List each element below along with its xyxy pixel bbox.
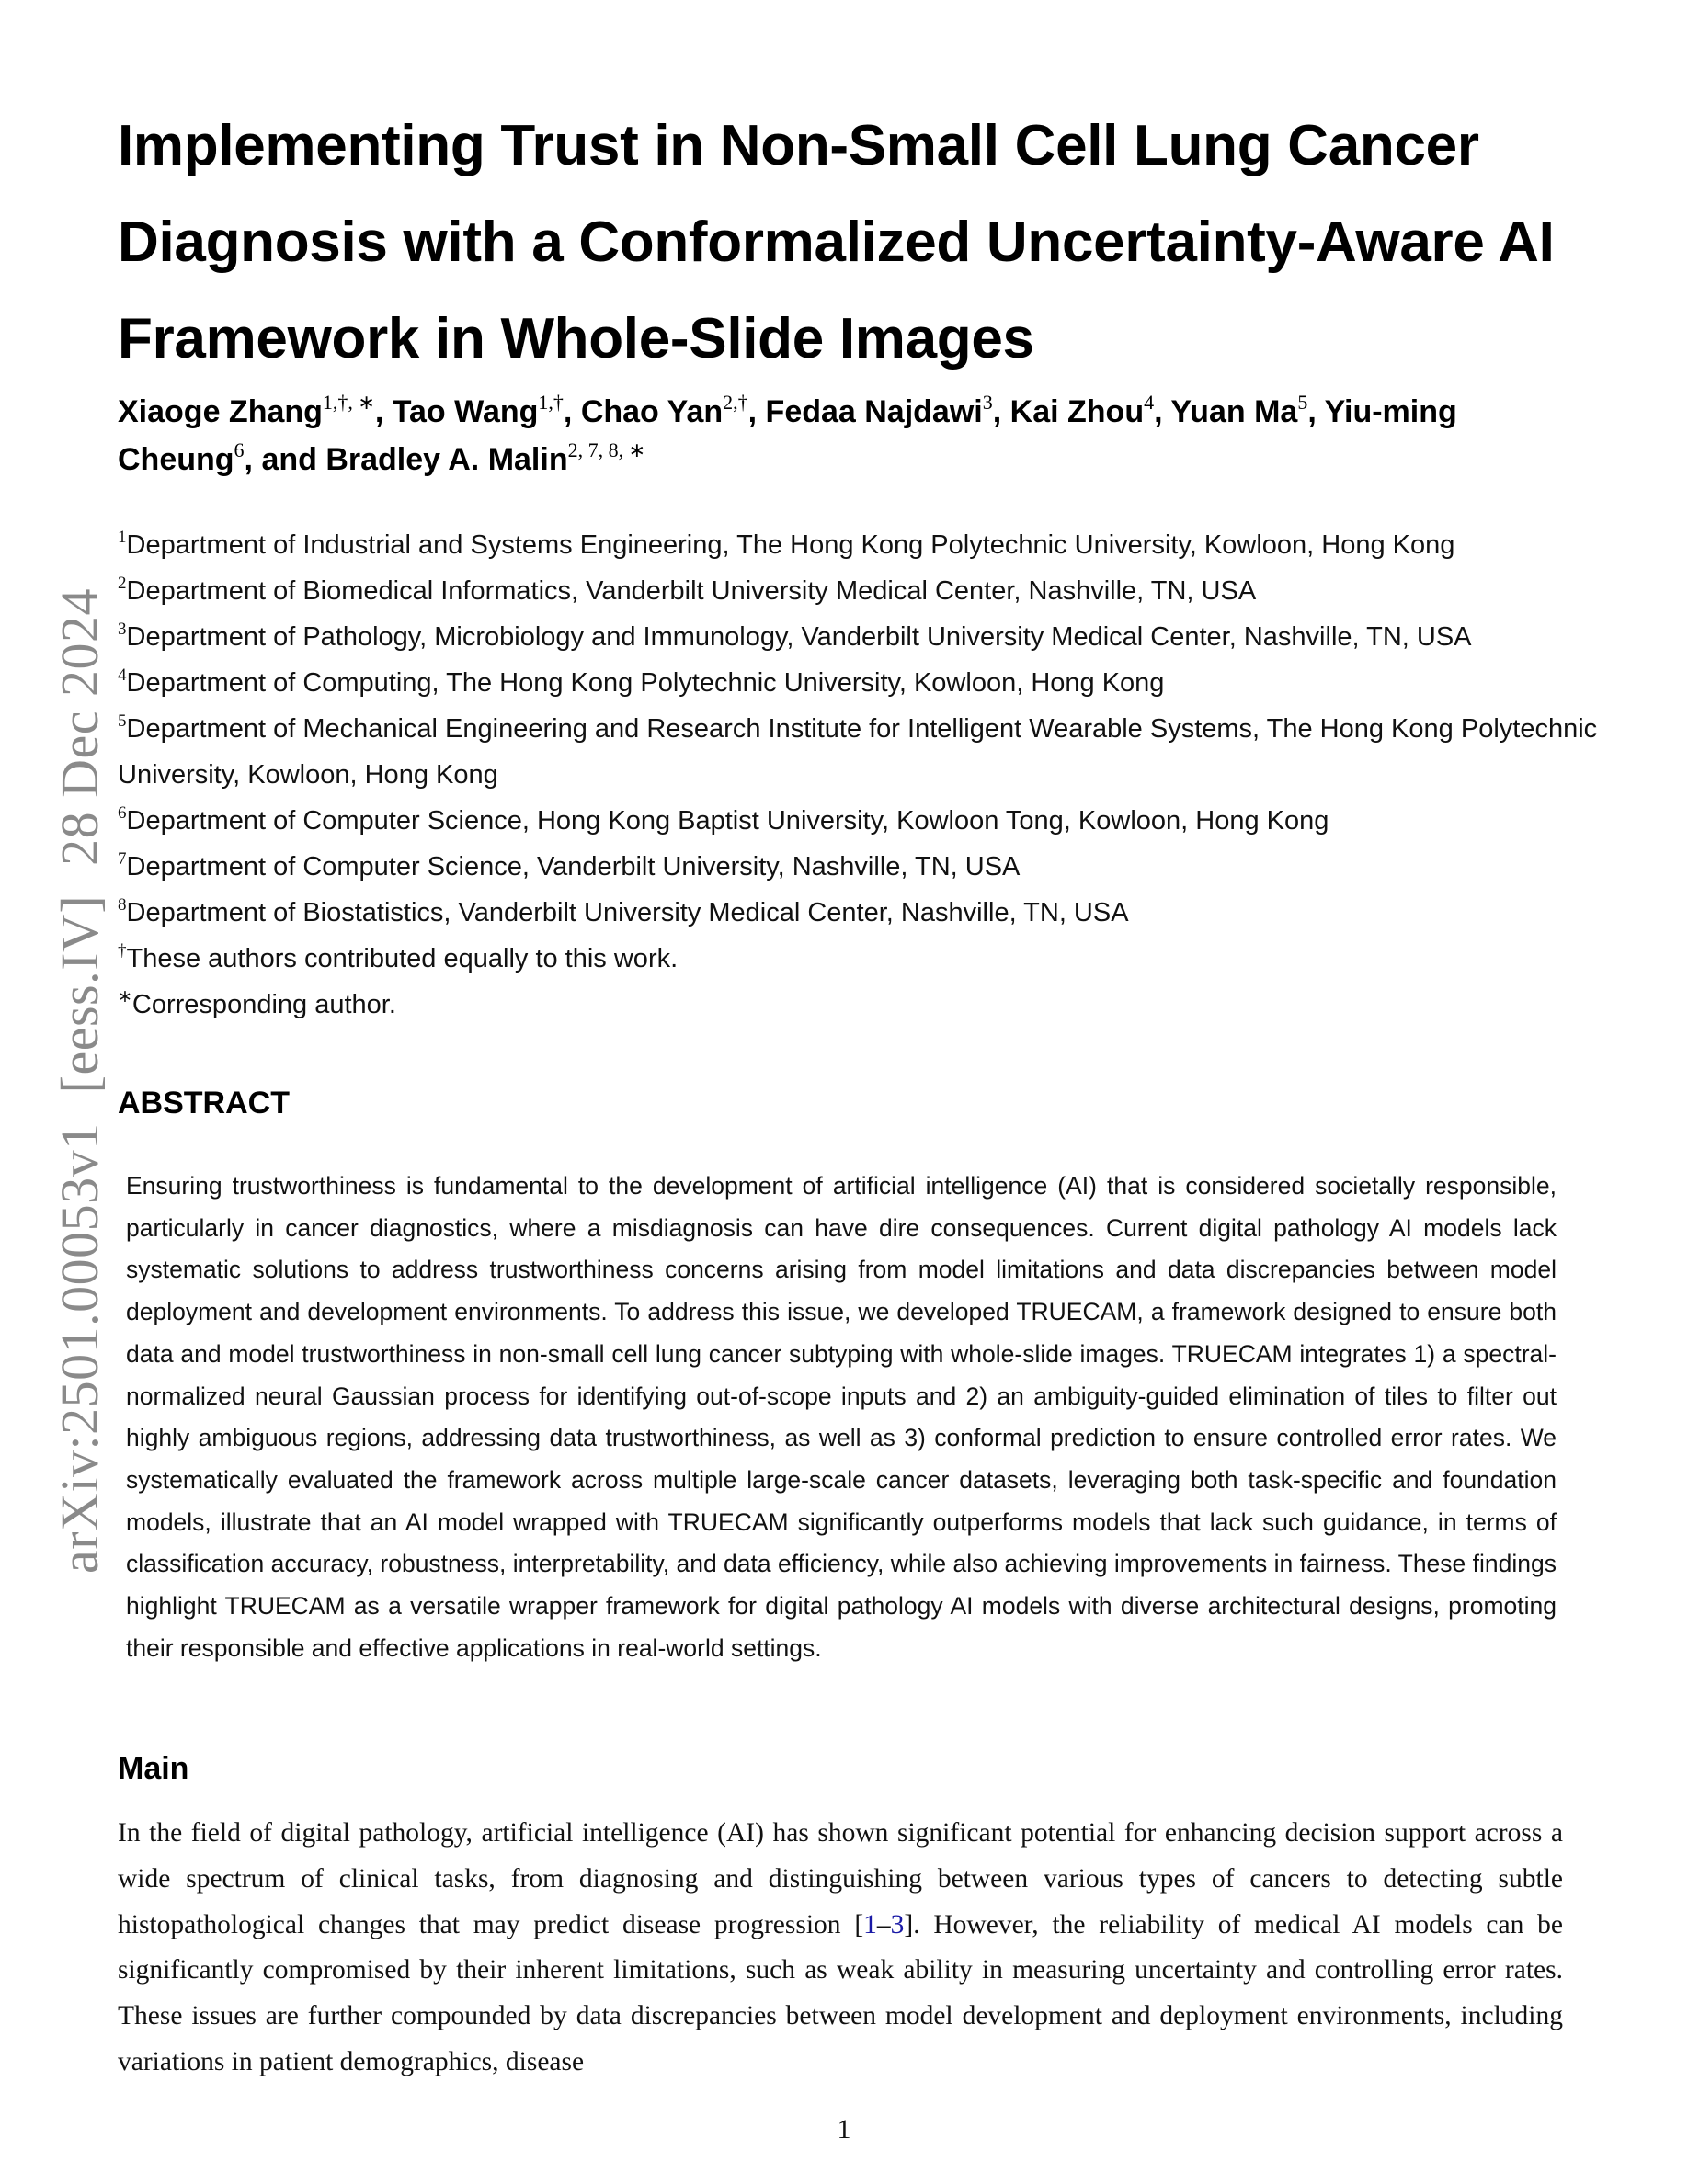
author-name: Fedaa Najdawi — [765, 394, 983, 429]
author-name: Kai Zhou — [1009, 394, 1145, 429]
affiliation-text: Department of Pathology, Microbiology and Immunology, Vanderbilt University Medical Center, Nashville, TN, USA — [126, 622, 1472, 652]
title-line-2: Diagnosis with a Conformalized Uncertainty-Aware AI — [118, 210, 1555, 274]
affiliation-mark: 1 — [118, 528, 127, 547]
main-text-before-citation: In the field of digital pathology, artificial intelligence (AI) has shown significant potential for enhancing decision support across a wide spectrum of clinical tasks, from diagnosing and distinguishing between various types of cancers to detecting subtle histopathological changes that may predict disease progression [ — [118, 1818, 1563, 1939]
affiliation-mark: † — [118, 941, 127, 961]
citation-link-start[interactable]: 1 — [863, 1909, 877, 1939]
corresponding-author-note — [118, 982, 1607, 1028]
affiliation-mark: 8 — [118, 895, 127, 915]
affiliation-text: Department of Industrial and Systems Engineering, The Hong Kong Polytechnic University, Kowloon, Hong Kong — [126, 530, 1455, 560]
abstract-text: Ensuring trustworthiness is fundamental to the development of artificial intelligence (AI) that is considered societally responsible, particularly in cancer diagnostics, where a misdiagnosis can have dire consequences. Current digital pathology AI models lack systematic solutions to address trustworthiness concerns arising from model limitations and data discrepancies between model deployment and development environments. To address this issue, we developed TRUECAM, a framework designed to ensure both data and model trustworthiness in non-small cell lung cancer subtyping with whole-slide images. TRUECAM integrates 1) a spectral-normalized neural Gaussian process for identifying out-of-scope inputs and 2) an ambiguity-guided elimination of tiles to filter out highly ambiguous regions, addressing data trustworthiness, as well as 3) conformal prediction to ensure controlled error rates. We systematically evaluated the framework across multiple large-scale cancer datasets, leveraging both task-specific and foundation models, illustrate that an AI model wrapped with TRUECAM significantly outperforms models that lack such guidance, in terms of classification accuracy, robustness, interpretability, and data efficiency, while also achieving improvements in fairness. These findings highlight TRUECAM as a versatile wrapper framework for digital pathology AI models with diverse architectural designs, promoting their responsible and effective applications in real-world settings. — [126, 1172, 1557, 1662]
affiliation-mark: 2 — [118, 574, 127, 593]
author-affiliation-marks: 3 — [982, 391, 993, 414]
affiliation-text: Department of Biostatistics, Vanderbilt University Medical Center, Nashville, TN, USA — [126, 898, 1129, 927]
author-affiliation-marks: 4 — [1144, 391, 1155, 414]
author-separator: , — [563, 394, 581, 429]
affiliation-item — [118, 798, 1607, 844]
affiliation-item — [118, 614, 1607, 660]
main-text-after-citation: ]. However, the reliability of medical AI models can be significantly compromised by their inherent limitations, such as weak ability in measuring uncertainty and controlling error rates. These issues are further compounded by data discrepancies between model development and deployment environments, including variations in patient demographics, disease — [118, 1909, 1563, 2076]
author-affiliation-marks: 6 — [234, 438, 245, 461]
affiliation-mark: 7 — [118, 849, 127, 869]
author-separator: , — [1154, 394, 1171, 429]
author-separator: , and — [244, 442, 326, 477]
arxiv-category: [eess.IV] — [50, 894, 109, 1094]
affiliation-mark: 5 — [118, 711, 127, 731]
page-number: 1 — [837, 2114, 851, 2144]
affiliation-list — [118, 522, 1607, 1028]
author-affiliation-marks: 1,† — [538, 391, 564, 414]
title-line-1: Implementing Trust in Non-Small Cell Lung Cancer — [118, 114, 1479, 177]
equal-contribution-note — [118, 936, 1607, 982]
abstract-heading: ABSTRACT — [118, 1086, 290, 1120]
affiliation-item — [118, 844, 1607, 890]
arxiv-identifier-stamp — [50, 559, 109, 1574]
arxiv-id: arXiv:2501.00053v1 — [50, 1122, 109, 1574]
paper-title — [118, 97, 1607, 387]
main-section-paragraph — [118, 1811, 1563, 2086]
affiliation-item — [118, 660, 1607, 706]
affiliation-text: Department of Biomedical Informatics, Vanderbilt University Medical Center, Nashville, TN, USA — [126, 576, 1257, 606]
author-name: Xiaoge Zhang — [118, 394, 323, 429]
author-list — [118, 388, 1589, 483]
author-separator: , — [1307, 394, 1325, 429]
arxiv-date: 28 Dec 2024 — [50, 587, 109, 866]
citation-link-end[interactable]: 3 — [890, 1909, 905, 1939]
affiliation-item — [118, 568, 1607, 614]
author-name: Yiu-ming Cheung — [118, 394, 1457, 477]
author-affiliation-marks: 2,† — [723, 391, 748, 414]
affiliation-text: Department of Mechanical Engineering and Research Institute for Intelligent Wearable Systems, The Hong Kong Polytechnic University, Kowloon, Hong Kong — [118, 714, 1598, 790]
author-affiliation-marks: 1,†, ∗ — [322, 391, 375, 414]
affiliation-text: These authors contributed equally to this work. — [126, 944, 679, 973]
title-line-3: Framework in Whole-Slide Images — [118, 307, 1034, 370]
affiliation-mark: 6 — [118, 803, 127, 823]
affiliation-text: Corresponding author. — [131, 990, 396, 1019]
affiliation-item — [118, 706, 1607, 798]
affiliation-mark: 4 — [118, 665, 127, 685]
author-affiliation-marks: 2, 7, 8, ∗ — [567, 438, 646, 461]
main-section-heading: Main — [118, 1751, 189, 1786]
citation-dash: – — [876, 1909, 891, 1939]
affiliation-item — [118, 890, 1607, 936]
author-name: Yuan Ma — [1170, 394, 1298, 429]
affiliation-text: Department of Computer Science, Hong Kong Baptist University, Kowloon Tong, Kowloon, Hong Kong — [126, 806, 1329, 836]
affiliation-item — [118, 522, 1607, 568]
author-name: Chao Yan — [580, 394, 724, 429]
affiliation-mark: 3 — [118, 620, 127, 639]
affiliation-mark: ∗ — [118, 987, 132, 1007]
author-separator: , — [374, 394, 393, 429]
affiliation-text: Department of Computing, The Hong Kong Polytechnic University, Kowloon, Hong Kong — [126, 668, 1165, 698]
author-separator: , — [992, 394, 1010, 429]
affiliation-text: Department of Computer Science, Vanderbilt University, Nashville, TN, USA — [126, 852, 1021, 882]
author-name: Bradley A. Malin — [325, 442, 568, 477]
author-name: Tao Wang — [392, 394, 539, 429]
author-affiliation-marks: 5 — [1297, 391, 1308, 414]
author-separator: , — [747, 394, 766, 429]
